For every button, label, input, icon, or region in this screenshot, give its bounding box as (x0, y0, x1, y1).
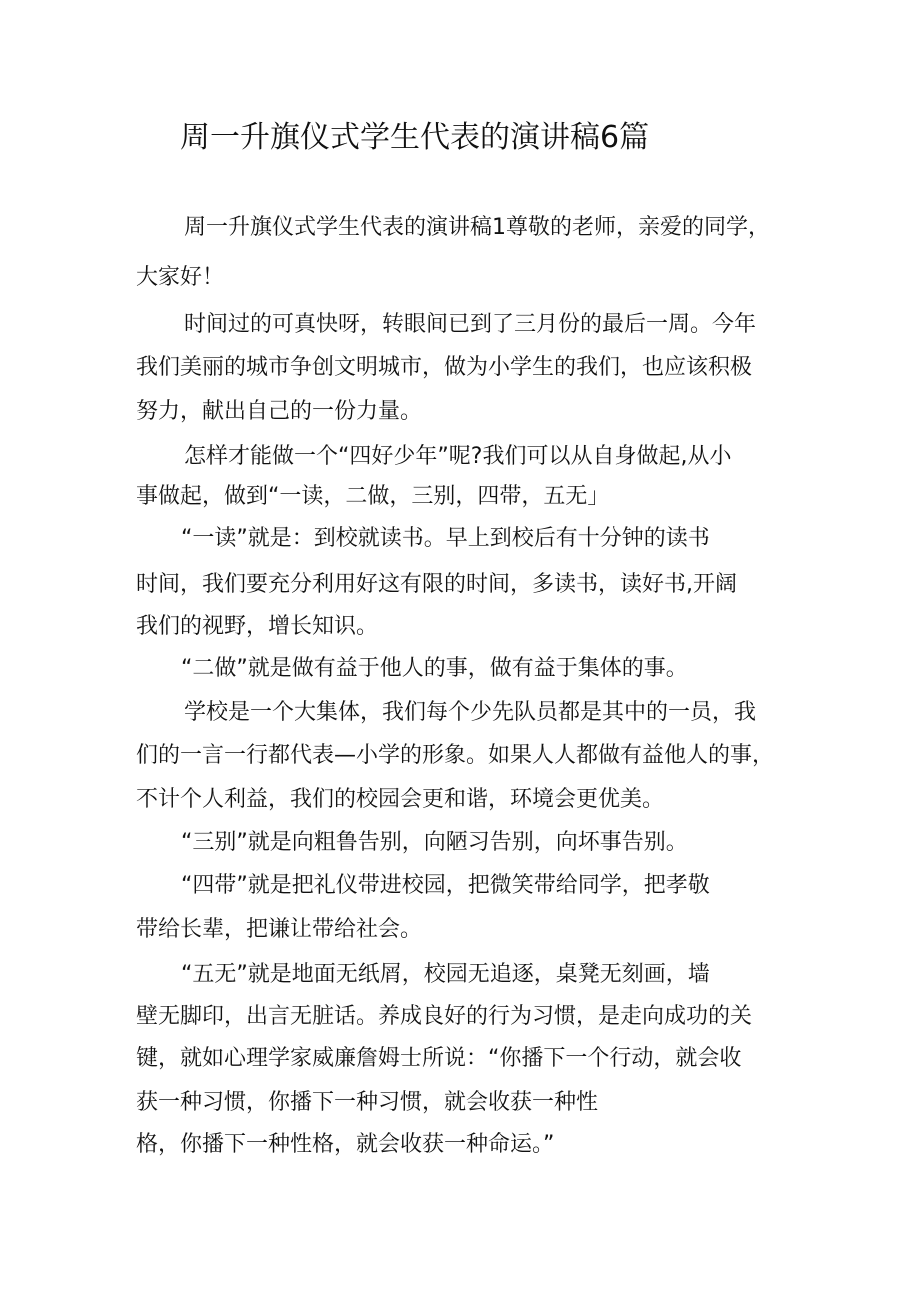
paragraph-line: 获一种习惯，你播下一种习惯，就会收获一种性 (136, 1090, 599, 1115)
paragraph-line: “二做”就是做有益于他人的事，做有益于集体的事。 (181, 656, 688, 681)
document-title: 周一升旗仪式学生代表的演讲稿6篇 (180, 120, 650, 155)
paragraph-line: 键，就如心理学家威廉詹姆士所说：“你播下一个行动，就会收 (136, 1046, 742, 1071)
paragraph-line: 格，你播下一种性格，就会收获一种命运。” (136, 1132, 555, 1157)
paragraph-line: “四带”就是把礼仪带进校园，把微笑带给同学，把孝敬 (181, 873, 710, 898)
paragraph-line: “三别”就是向粗鲁告别，向陋习告别，向坏事告别。 (181, 830, 688, 855)
paragraph-line: 时间，我们要充分利用好这有限的时间，多读书，读好书,开阔 (136, 572, 737, 597)
paragraph-line: 我们的视野，增长知识。 (136, 614, 379, 639)
paragraph-line: 不计个人利益，我们的校园会更和谐，环境会更优美。 (136, 787, 665, 812)
paragraph-line: “五无”就是地面无纸屑，校园无追逐，桌凳无刻画，墙 (181, 962, 710, 987)
paragraph-line: 们的一言一行都代表—小学的形象。如果人人都做有益他人的事， (136, 743, 775, 768)
paragraph-line: 我们美丽的城市争创文明城市，做为小学生的我们，也应该积极 (136, 355, 753, 380)
paragraph-line: “一读”就是：到校就读书。早上到校后有十分钟的读书 (181, 526, 710, 551)
paragraph-line: 带给长辈，把谦让带给社会。 (136, 917, 423, 942)
paragraph-line: 大家好！ (136, 265, 225, 290)
paragraph-line: 事做起，做到“一读，二做，三别，四带，五无」 (136, 484, 610, 509)
paragraph-line: 周一升旗仪式学生代表的演讲稿1尊敬的老师，亲爱的同学， (184, 215, 770, 240)
paragraph-line: 学校是一个大集体，我们每个少先队员都是其中的一员，我 (184, 700, 757, 725)
paragraph-line: 时间过的可真快呀，转眼间已到了三月份的最后一周。今年 (184, 312, 757, 337)
paragraph-line: 壁无脚印，出言无脏话。养成良好的行为习惯，是走向成功的关 (136, 1004, 753, 1029)
paragraph-line: 努力，献出自己的一份力量。 (136, 399, 423, 424)
paragraph-line: 怎样才能做一个“四好少年”呢?我们可以从自身做起,从小 (184, 444, 732, 469)
